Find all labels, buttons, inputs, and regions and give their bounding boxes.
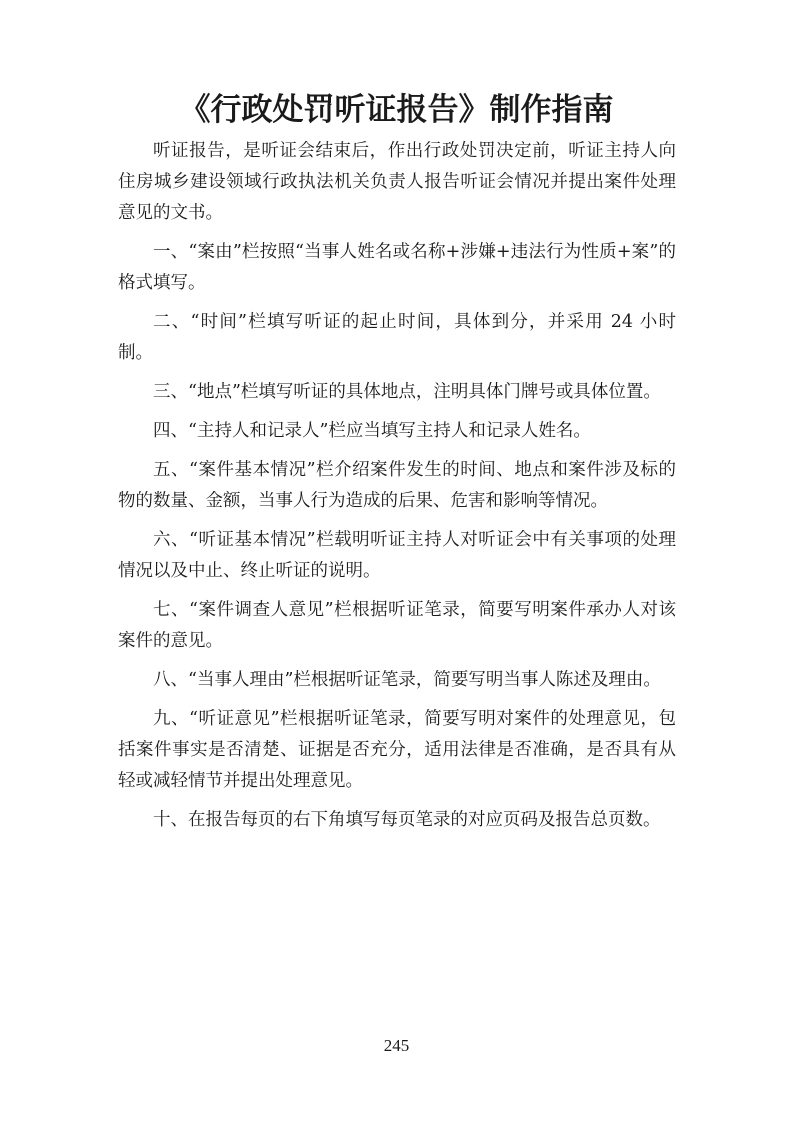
page-title: 《行政处罚听证报告》制作指南 — [179, 92, 614, 128]
document-body — [118, 136, 676, 844]
item-paragraph-10: 十、在报告每页的右下角填写每页笔录的对应页码及报告总页数。 — [153, 810, 661, 830]
item-paragraph-6: 六、“听证基本情况”栏载明听证主持人对听证会中有关事项的处理情况以及中止、终止听证的说明。 — [118, 530, 676, 581]
item-paragraph-1: 一、“案由”栏按照“当事人姓名或名称+涉嫌+违法行为性质+案”的格式填写。 — [118, 242, 676, 293]
item-paragraph-2: 二、“时间”栏填写听证的起止时间，具体到分，并采用 24 小时制。 — [118, 312, 676, 363]
item-paragraph-7: 七、“案件调查人意见”栏根据听证笔录，简要写明案件承办人对该案件的意见。 — [118, 600, 676, 651]
item-paragraph-3: 三、“地点”栏填写听证的具体地点，注明具体门牌号或具体位置。 — [153, 382, 661, 402]
page-number: 245 — [383, 1036, 410, 1055]
item-paragraph-5: 五、“案件基本情况”栏介绍案件发生的时间、地点和案件涉及标的物的数量、金额，当事人行为造成的后果、危害和影响等情况。 — [118, 460, 676, 511]
item-paragraph-4: 四、“主持人和记录人”栏应当填写主持人和记录人姓名。 — [153, 421, 591, 441]
item-paragraph-8: 八、“当事人理由”栏根据听证笔录，简要写明当事人陈述及理由。 — [153, 670, 661, 690]
item-paragraph-9: 九、“听证意见”栏根据听证笔录，简要写明对案件的处理意见，包括案件事实是否清楚、证据是否充分，适用法律是否准确，是否具有从轻或减轻情节并提出处理意见。 — [118, 709, 676, 791]
intro-paragraph: 听证报告，是听证会结束后，作出行政处罚决定前，听证主持人向住房城乡建设领域行政执法机关负责人报告听证会情况并提出案件处理意见的文书。 — [118, 141, 676, 223]
